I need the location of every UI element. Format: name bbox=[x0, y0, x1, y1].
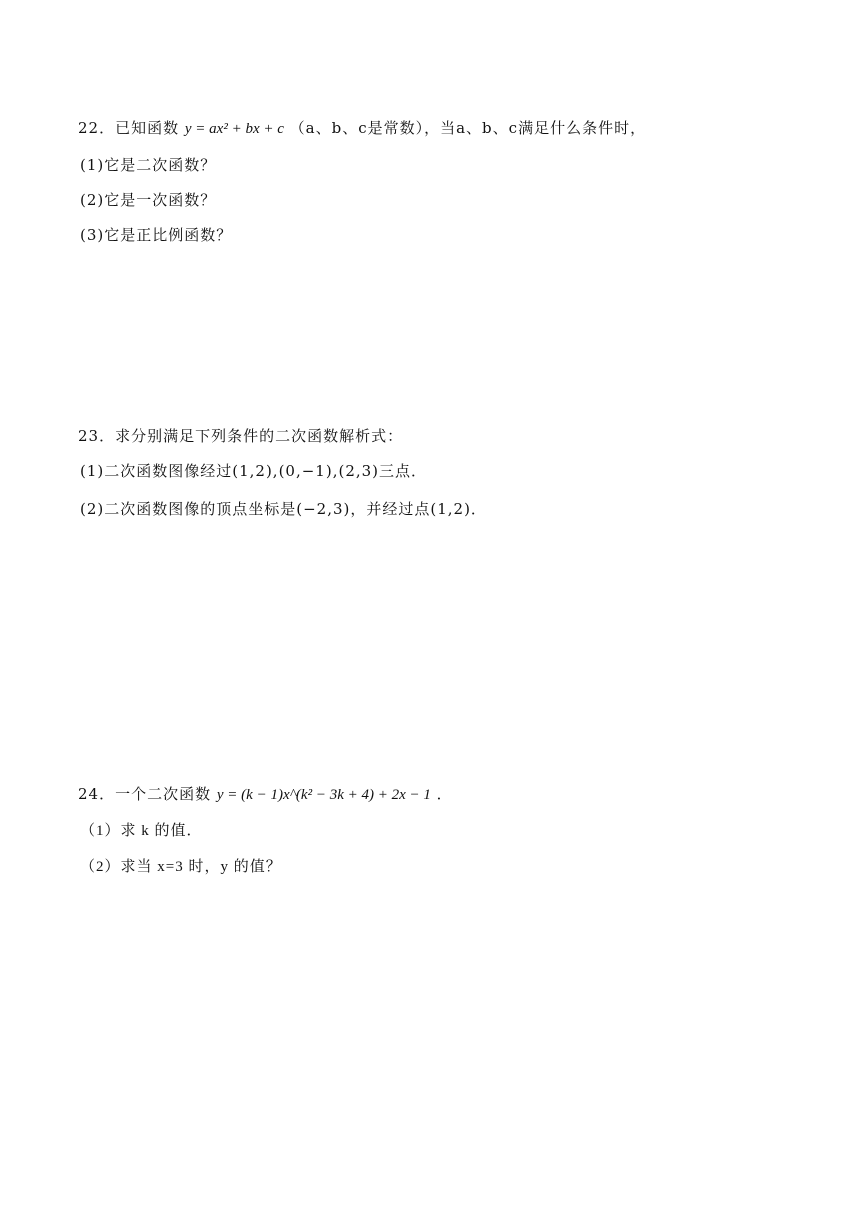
question-24-formula: y = (k − 1)x^(k² − 3k + 4) + 2x − 1 bbox=[216, 787, 431, 803]
question-24-number: 24． bbox=[78, 785, 116, 803]
question-22-formula: y = ax² + bx + c bbox=[184, 121, 284, 137]
question-24-text-before: 一个二次函数 bbox=[115, 785, 212, 803]
question-22-stem bbox=[78, 117, 646, 140]
question-23-part-1: (1)二次函数图像经过(1,2),(0,−1),(2,3)三点． bbox=[80, 462, 428, 480]
question-24-text-after: ． bbox=[436, 785, 453, 803]
question-22-text-before: 已知函数 bbox=[115, 119, 180, 137]
question-24-stem bbox=[78, 783, 453, 806]
question-23-text: 求分别满足下列条件的二次函数解析式： bbox=[115, 427, 404, 445]
question-24-part-2: （2）求当 x=3 时，y 的值？ bbox=[80, 859, 282, 875]
question-23-stem bbox=[78, 425, 403, 447]
question-23-part-2: (2)二次函数图像的顶点坐标是(−2,3)，并经过点(1,2)． bbox=[80, 500, 487, 518]
question-24-part-1: （1）求 k 的值． bbox=[80, 823, 203, 839]
question-22-part-2: (2)它是一次函数？ bbox=[80, 191, 217, 209]
question-22-text-after: （a、b、c是常数），当a、b、c满足什么条件时， bbox=[289, 119, 647, 137]
question-22-number: 22． bbox=[78, 119, 116, 137]
question-23-number: 23． bbox=[78, 427, 116, 445]
question-22-part-1: (1)它是二次函数？ bbox=[80, 156, 217, 174]
question-22-part-3: (3)它是正比例函数？ bbox=[80, 226, 233, 244]
